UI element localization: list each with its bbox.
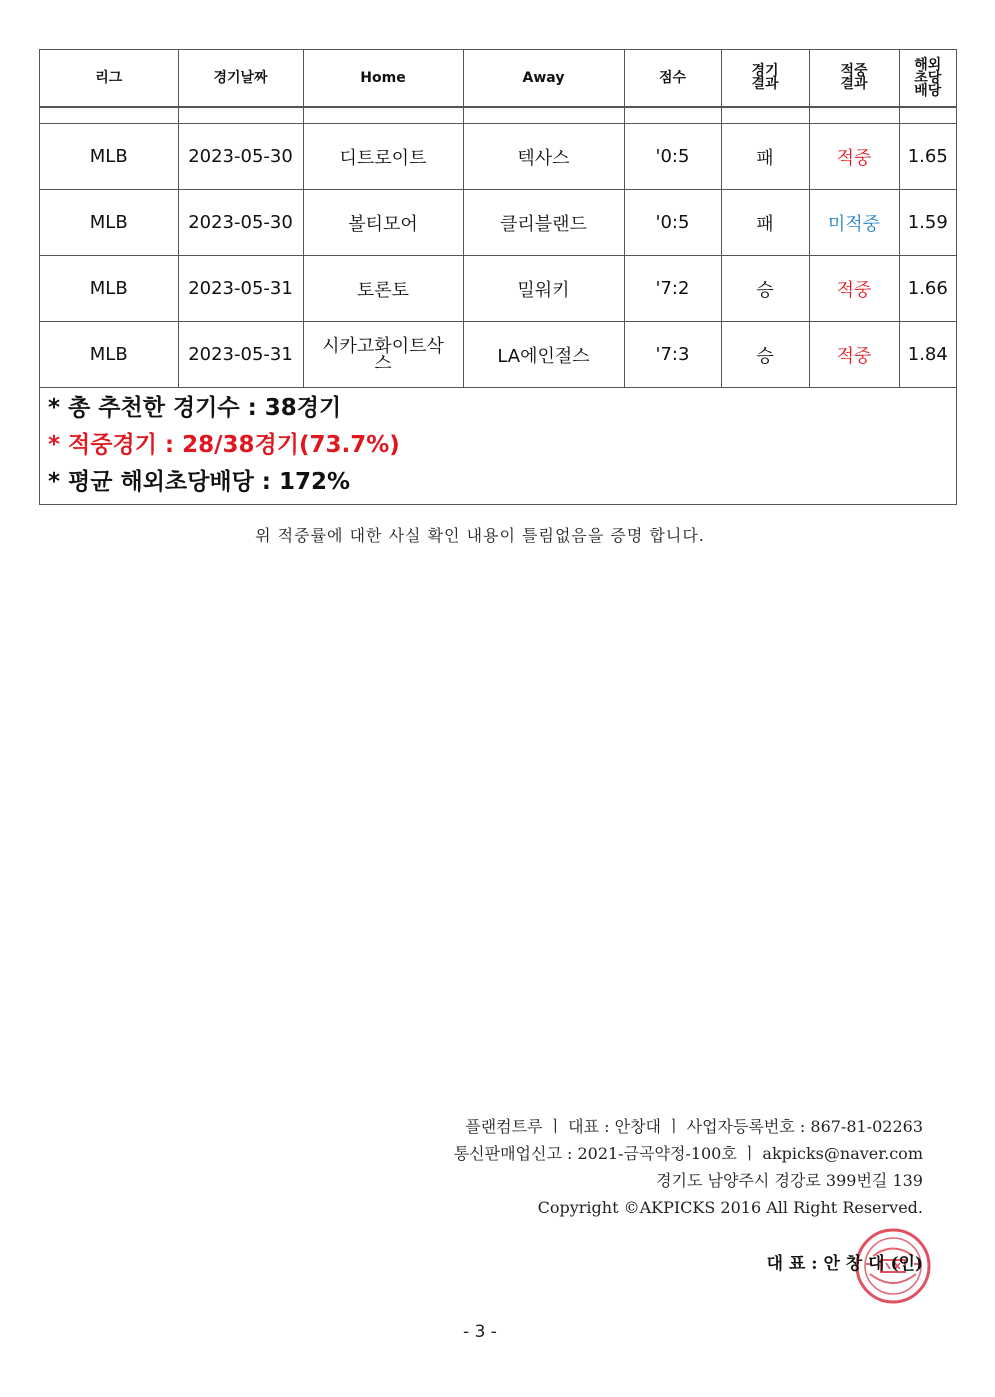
header-row [40,50,956,107]
cell-date: 2023-05-31 [178,256,303,322]
cell-odds: 1.84 [899,322,956,388]
cell-league: MLB [40,124,178,190]
cell-home: 디트로이트 [303,124,463,190]
header-pick-line1: 적중 [840,63,868,79]
summary-total: * 총 추천한 경기수 : 38경기 [48,395,342,421]
cell-odds: 1.66 [899,256,956,322]
cell-result: 패 [721,124,809,190]
header-away: Away [463,50,624,107]
table-row [40,256,956,322]
results-table [40,50,956,388]
header-score: 점수 [624,50,721,107]
cell-result: 승 [721,322,809,388]
cell-date: 2023-05-31 [178,322,303,388]
cell-away: 밀워키 [463,256,624,322]
cell-odds: 1.65 [899,124,956,190]
table-row [40,322,956,388]
header-odds-line3: 배당 [914,82,942,99]
header-home: Home [303,50,463,107]
header-odds-line1: 해외 [914,56,942,73]
cell-pick: 적중 [809,124,899,190]
cell-odds: 1.59 [899,190,956,256]
cell-away: 클리블랜드 [463,190,624,256]
cell-home: 볼티모어 [303,190,463,256]
cell-league: MLB [40,256,178,322]
header-league: 리그 [40,50,178,107]
header-pick [809,50,899,107]
cell-result: 패 [721,190,809,256]
header-odds-line2: 초당 [914,69,942,86]
summary-avg-odds: * 평균 해외초당배당 : 172% [48,469,351,495]
header-odds [899,50,956,107]
cell-pick: 적중 [809,322,899,388]
cell-league: MLB [40,322,178,388]
header-pick-line2: 결과 [840,76,868,92]
cell-score: '0:5 [624,190,721,256]
ceo-signature: 대 표 : 안 창 대 (인) [766,1254,923,1274]
footer-line-company: 플랜컴트루 ㅣ 대표 : 안창대 ㅣ 사업자등록번호 : 867-81-02263 [465,1117,923,1136]
cell-score: '7:3 [624,322,721,388]
cell-date: 2023-05-30 [178,124,303,190]
cell-away: 텍사스 [463,124,624,190]
cell-home: 토론토 [303,256,463,322]
cell-home [303,322,463,388]
cell-pick: 미적중 [809,190,899,256]
header-date: 경기날짜 [178,50,303,107]
summary-hits: * 적중경기 : 28/38경기(73.7%) [48,432,400,458]
cell-pick: 적중 [809,256,899,322]
cell-away: LA에인절스 [463,322,624,388]
cell-score: '7:2 [624,256,721,322]
table-row [40,124,956,190]
cell-home-line2: 스 [374,352,392,374]
cell-league: MLB [40,190,178,256]
header-result-line1: 경기 [751,63,779,79]
header-result [721,50,809,107]
certification-text: 위 적중률에 대한 사실 확인 내용이 틀림없음을 증명 합니다. [255,526,705,545]
footer-line-address: 경기도 남양주시 경강로 399번길 139 [656,1171,923,1190]
header-spacer-row [40,107,956,124]
header-result-line2: 결과 [751,76,779,92]
company-footer [454,1113,923,1221]
cell-result: 승 [721,256,809,322]
table-row [40,190,956,256]
results-sheet [39,49,957,505]
cell-home-line1: 시카고화이트삭 [322,335,444,357]
footer-line-registration: 통신판매업신고 : 2021-금곡약정-100호 ㅣ akpicks@naver.com [453,1144,923,1163]
footer-line-copyright: Copyright ©AKPICKS 2016 All Right Reserved. [537,1198,923,1217]
page-number: - 3 - [463,1322,497,1342]
summary-block [40,388,956,504]
cell-date: 2023-05-30 [178,190,303,256]
cell-score: '0:5 [624,124,721,190]
